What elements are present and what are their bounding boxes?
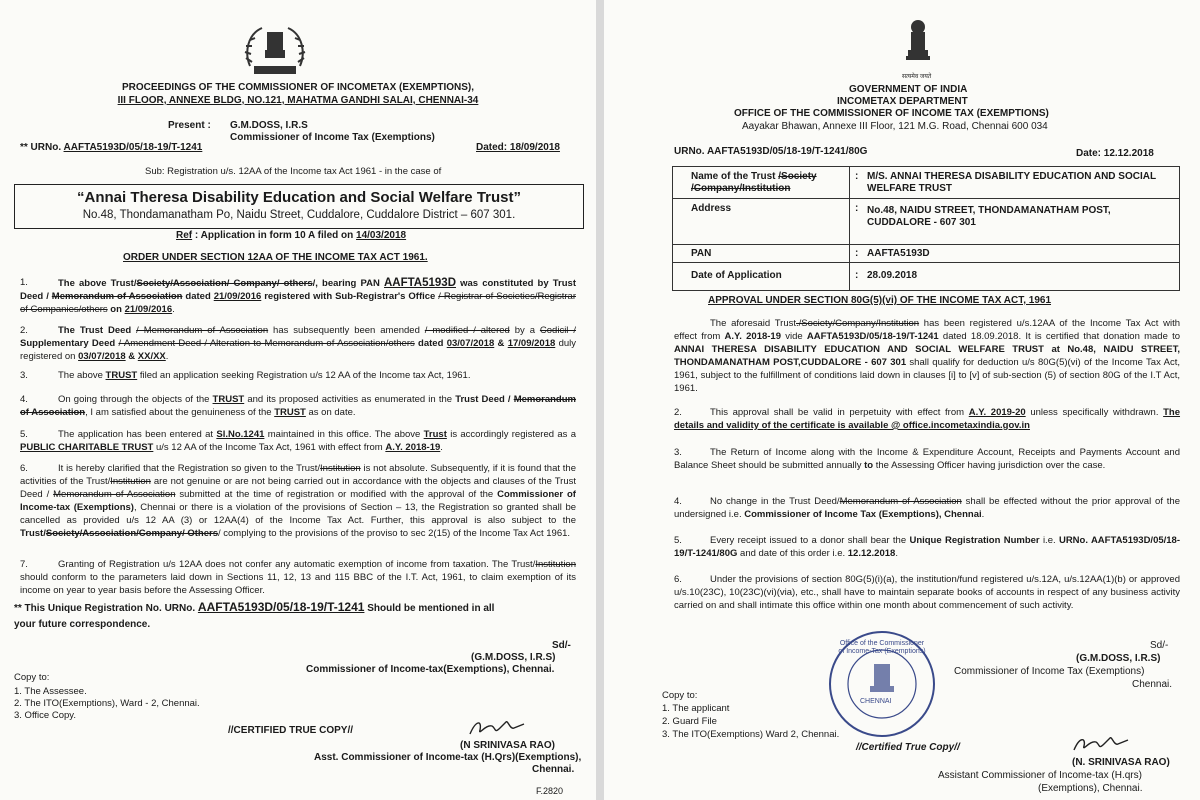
text-segment: Institution [110, 475, 151, 487]
present-label: Present : [168, 120, 211, 131]
text-segment: Name of the Trust [691, 171, 779, 182]
text-segment: AAFTA5193D/05/18-19/T-1241 [806, 330, 939, 342]
trust-name-box [14, 184, 584, 229]
text-segment: A.Y. 2019-20 [968, 407, 1026, 418]
asst-commissioner-title-2: (Exemptions), Chennai. [1038, 783, 1143, 794]
text-segment: & [125, 350, 138, 362]
approval-para-5 [674, 535, 1180, 561]
text-segment: / Registrar of Societies/Registrar of Companies/others [20, 290, 576, 315]
para-1 [20, 277, 576, 317]
seal-city: CHENNAI [860, 698, 892, 705]
text-segment: XX/XX [137, 350, 166, 362]
unique-registration-line [14, 600, 494, 614]
asst-commissioner-name: (N SRINIVASA RAO) [460, 740, 555, 751]
text-segment: Memorandum of Association [20, 394, 576, 418]
approval-para-4 [674, 496, 1180, 522]
table-row-divider [673, 244, 1179, 245]
text-segment: ** This Unique Registration No. URNo. [14, 603, 198, 614]
approval-para-4-number: 4. [674, 496, 682, 507]
text-segment: Memorandum of Association [51, 290, 183, 302]
signatory-title: Commissioner of Income-tax(Exemptions), Chennai. [306, 664, 555, 675]
text-segment: . [981, 508, 985, 520]
text-segment: Codicil / [539, 325, 576, 336]
text-segment: 03/07/2018 [446, 337, 495, 349]
para-7-number: 7. [20, 559, 28, 570]
subject-line: Sub: Registration u/s. 12AA of the Income tax Act 1961 - in the case of [145, 166, 442, 177]
text-segment: & [494, 337, 508, 349]
text-segment: u/s 12 AA of the Income Tax Act, 1961 with effect from [153, 441, 386, 453]
para-3 [20, 370, 576, 383]
certified-true-copy: //CERTIFIED TRUE COPY// [228, 725, 354, 736]
date-of-application-label: Date of Application [691, 270, 782, 281]
ref-line [176, 230, 406, 241]
text-segment: . [440, 441, 443, 453]
text-segment: The aforesaid Trust [710, 318, 797, 329]
text-segment: The Return of Income along with the Income & Expenditure Account, Receipts and Payments Account and Balance Sheet should be submitted annually [674, 447, 1180, 471]
text-segment: A.Y. 2018-19 [385, 441, 441, 453]
text-segment: are not genuine or are not being carried out in accordance with the objects and clauses of the Trust Deed / [20, 475, 576, 500]
para-2 [20, 325, 576, 364]
present-name: G.M.DOSS, I.R.S [230, 120, 308, 131]
text-segment: and date of this order i.e. [737, 547, 848, 559]
signatory-title-2: Chennai. [1132, 679, 1173, 690]
text-segment: , I am satisfied about the genuineness of the [85, 406, 275, 418]
text-segment: URNo. AAFTA5193D/05/18-19/T-1241/80G [674, 535, 1181, 559]
date-of-application-value: 28.09.2018 [867, 270, 918, 281]
text-segment: ./Society/Company/Institution [796, 318, 920, 329]
text-segment: as on date. [305, 406, 356, 418]
text-segment: Should be mentioned in all [364, 603, 495, 614]
asst-commissioner-name: (N. SRINIVASA RAO) [1072, 757, 1170, 768]
text-segment: Granting of Registration u/s 12AA does not confer any automatic exemption of income from taxation. The Trust/ [58, 559, 536, 570]
text-segment: Society/Association/ Company/ others [136, 278, 313, 289]
copy-to-label: Copy to: [14, 672, 50, 683]
text-segment: is accordingly registered as a [446, 429, 576, 440]
para-2-number: 2. [20, 325, 28, 336]
text-segment: Memorandum of Association [53, 488, 176, 500]
text-segment: has been registered u/s.12AA of the Income Tax Act with effect from [674, 318, 1180, 342]
text-segment: / Memorandum of Association [136, 325, 269, 336]
text-segment: i.e. [1039, 535, 1059, 546]
para-4-number: 4. [20, 394, 28, 405]
left-document-page [0, 0, 596, 800]
urn-number: AAFTA5193D/05/18-19/T-1241 [63, 142, 203, 153]
text-segment: / complying to the provisions of the proviso to sec 2(15) of the Income Tax Act 1961. [217, 527, 571, 539]
text-segment: maintained in this office. The above [264, 429, 424, 440]
text-segment: / Amendment Deed / Alteration to Memorandum of Association/others [118, 337, 415, 349]
ref-date: 14/03/2018 [356, 230, 407, 241]
para-1-number: 1. [20, 277, 28, 288]
colon: : [855, 270, 859, 281]
copy-item-3: 3. The ITO(Exemptions) Ward 2, Chennai. [662, 729, 840, 740]
text-segment: /Society [778, 171, 817, 182]
header-line-1: PROCEEDINGS OF THE COMMISSIONER OF INCOMETAX (EXEMPTIONS), [121, 82, 475, 93]
sd-mark: Sd/- [552, 640, 571, 651]
text-segment: 12.12.2018 [847, 547, 896, 559]
text-segment: This approval shall be valid in perpetuity with effect from [710, 407, 969, 418]
text-segment: dated 18.09.2018. It is certified that donation made to [938, 330, 1180, 342]
table-divider [849, 167, 850, 290]
urn-prefix: ** URNo. [20, 142, 62, 153]
para-7 [20, 559, 576, 598]
text-segment: Commissioner of Income-tax (Exemptions) [20, 488, 576, 513]
text-segment: The application has been entered at [58, 429, 217, 440]
text-segment: dated [414, 337, 447, 349]
order-title: ORDER UNDER SECTION 12AA OF THE INCOME TAX ACT 1961. [123, 252, 428, 263]
para-4 [20, 394, 576, 420]
text-segment: No change in the Trust Deed/ [710, 496, 840, 507]
text-segment: On going through the objects of the [58, 394, 213, 405]
certified-true-copy: //Certified True Copy// [856, 742, 960, 753]
text-segment: PUBLIC CHARITABLE TRUST [20, 441, 154, 453]
colon: : [855, 203, 859, 214]
signature-icon [466, 716, 528, 740]
text-segment: The details and validity of the certificate is available @ office.incometaxindia.gov.in [674, 407, 1181, 431]
para-5-number: 5. [20, 429, 28, 440]
text-segment: registered with Sub-Registrar's Office [261, 290, 439, 302]
details-table [672, 166, 1180, 291]
text-segment: 21/09/2016 [213, 290, 262, 302]
seal-text: Office of the Commissioner of Income-Tax (Exemptions) [838, 640, 926, 655]
text-segment: submitted at the time of registration or modified with the approval of the [175, 488, 498, 500]
ref-label: Ref [176, 230, 193, 241]
text-segment: TRUST [105, 370, 138, 381]
text-segment: TRUST [274, 406, 306, 418]
trust-name: “Annai Theresa Disability Education and Social Welfare Trust” [76, 189, 521, 206]
name-of-trust-value: M/S. ANNAI THERESA DISABILITY EDUCATION AND SOCIAL WELFARE TRUST [867, 171, 1156, 194]
copy-item-2: 2. Guard File [662, 716, 717, 727]
text-segment: Institution [535, 559, 576, 570]
form-number: F.2820 [536, 786, 564, 796]
income-tax-emblem-icon [240, 22, 310, 78]
text-segment: Unique Registration Number [909, 535, 1040, 546]
copy-item-1: 1. The applicant [662, 703, 730, 714]
name-of-trust-label [691, 171, 817, 195]
approval-para-6-number: 6. [674, 574, 682, 585]
text-segment: Society/Association/Company/ Others [45, 527, 218, 539]
para-6-number: 6. [20, 463, 28, 474]
text-segment: Trust Deed / [455, 394, 511, 405]
text-segment: /Company/Institution [691, 183, 791, 194]
text-segment: AAFTA5193D [384, 277, 456, 289]
text-segment: The Trust Deed [58, 325, 137, 336]
text-segment: Institution [320, 463, 361, 474]
signatory-name: (G.M.DOSS, I.R.S) [471, 652, 556, 663]
text-segment: duly registered on [20, 337, 576, 362]
address-value: No.48, NAIDU STREET, THONDAMANATHAM POST, CUDDALORE - 607 301 [867, 205, 1111, 228]
text-segment: TRUST [212, 394, 245, 405]
text-segment: ANNAI THERESA DISABILITY EDUCATION AND SOCIAL WELFARE TRUST at No.48, NAIDU STREET, THONDAMANATHAM POST,CUDDALORE - 607 301 [674, 343, 1180, 368]
urn-line [20, 142, 202, 153]
signature-icon [1070, 734, 1132, 756]
text-segment: the Assessing Officer having jurisdiction over the case. [873, 459, 1106, 471]
text-segment: The above Trust/ [58, 278, 137, 289]
table-row-divider [673, 198, 1179, 199]
header-line-1: GOVERNMENT OF INDIA [849, 84, 968, 95]
para-6 [20, 463, 576, 540]
text-segment: . [895, 547, 898, 559]
signatory-name: (G.M.DOSS, I.R.S) [1076, 653, 1161, 664]
approval-para-2 [674, 407, 1180, 433]
text-segment: . [172, 303, 175, 315]
approval-para-6: Under the provisions of section 80G(5)(i)(a), the institution/fund registered u/s.12A, u/s.12AA(1)(b) or approved u/s.10(23C), 10(23C)(vi)(via), etc., shall have to maintain separate books of accounts in respect of any business activity carried on and shall intimate this office within one month about commencement of such activity. [674, 574, 1180, 611]
asst-commissioner-title-1: Assistant Commissioner of Income-tax (H.qrs) [938, 770, 1142, 781]
text-segment: is not absolute. Subsequently, if it is found that the activities of the Trust/ [20, 463, 576, 487]
text-segment: , Chennai or there is a violation of the provisions of Section – 13, the Registration so granted shall be cancelled as provided u/s 12 AA (3) or 12AA(4) of the Income Tax Act. Further, this approval is also subject to the [20, 501, 577, 526]
header-line-4: Aayakar Bhawan, Annexe III Floor, 121 M.G. Road, Chennai 600 034 [742, 121, 1048, 132]
text-segment: Commissioner of Income Tax (Exemptions), Chennai [744, 508, 982, 520]
text-segment: 03/07/2018 [78, 350, 126, 362]
emblem-caption: सत्यमेव जयते [902, 74, 932, 80]
ref-text: : Application in form 10 A filed on [192, 230, 357, 241]
asst-commissioner-title-2: Chennai. [532, 764, 575, 775]
text-segment: Memorandum of Association [839, 496, 962, 507]
dated: Dated: 18/09/2018 [476, 142, 560, 153]
trust-address: No.48, Thondamanatham Po, Naidu Street, Cuddalore, Cuddalore District – 607 301. [82, 209, 516, 221]
approval-para-3-number: 3. [674, 447, 682, 458]
text-segment: shall be effected without the prior approval of the undersigned i.e. [674, 496, 1180, 520]
text-segment: A.Y. 2018-19 [724, 330, 782, 342]
text-segment: Sl.No.1241 [216, 429, 265, 440]
header-line-3: OFFICE OF THE COMMISSIONER OF INCOME TAX (EXEMPTIONS) [734, 108, 1049, 119]
sd-mark: Sd/- [1150, 640, 1169, 651]
text-segment: Trust [423, 429, 447, 440]
asst-commissioner-title-1: Asst. Commissioner of Income-tax (H.Qrs)(Exemptions), [314, 752, 582, 763]
unique-registration-line-2: your future correspondence. [14, 619, 151, 630]
approval-title: APPROVAL UNDER SECTION 80G(5)(vi) OF THE INCOME TAX ACT, 1961 [708, 295, 1052, 306]
header-line-2: INCOMETAX DEPARTMENT [837, 96, 968, 107]
present-title: Commissioner of Income Tax (Exemptions) [230, 132, 435, 143]
urn-number: URNo. AAFTA5193D/05/18-19/T-1241/80G [674, 146, 868, 157]
copy-item-2: 2. The ITO(Exemptions), Ward - 2, Chennai. [14, 698, 200, 709]
order-date: Date: 12.12.2018 [1076, 148, 1154, 159]
copy-item-3: 3. Office Copy. [14, 710, 76, 721]
text-segment: filed an application seeking Registration u/s 12 AA of the Income tax Act, 1961. [137, 370, 471, 381]
text-segment: It is hereby clarified that the Registration so given to the Trust/ [58, 463, 321, 474]
text-segment: and its proposed activities as enumerated in the [244, 394, 456, 405]
text-segment: shall qualify for deduction u/s 80G(5)(vi) of the Income Tax Act, 1961, subject to the fulfillment of conditions laid down in clauses [i] to [v] of sub-section (5) of section 80G of the I.T Act, 1961. [674, 356, 1180, 394]
colon: : [855, 171, 859, 182]
copy-item-1: 1. The Assessee. [14, 686, 87, 697]
text-segment: should conform to the parameters laid down in Sections 11, 12, 13 and 115 BBC of the I.T. Act, 1961, to claim exemption of its income on year to year basis before the Assessing Officer. [20, 571, 576, 596]
address-label: Address [691, 203, 732, 214]
text-segment: Every receipt issued to a donor shall bear the [710, 535, 910, 546]
pan-value: AAFTA5193D [867, 248, 930, 259]
text-segment: to [864, 459, 874, 471]
para-5 [20, 429, 576, 455]
approval-para-3 [674, 447, 1180, 473]
pan-label: PAN [691, 248, 712, 259]
approval-para-5-number: 5. [674, 535, 682, 546]
text-segment: . [165, 350, 169, 362]
text-segment: / modified / altered [424, 325, 510, 336]
header-line-2: III FLOOR, ANNEXE BLDG, NO.121, MAHATMA GANDHI SALAI, CHENNAI-34 [117, 95, 479, 106]
text-segment: by a [509, 325, 540, 336]
text-segment: vide [781, 330, 807, 342]
approval-para-1 [674, 318, 1180, 395]
para-3-number: 3. [20, 370, 28, 381]
copy-to-label: Copy to: [662, 690, 698, 701]
text-segment: Supplementary Deed [20, 337, 119, 349]
text-segment: 17/09/2018 [507, 337, 556, 349]
approval-para-2-number: 2. [674, 407, 682, 418]
text-segment: 21/09/2016 [124, 303, 173, 315]
text-segment: The above [58, 370, 106, 381]
colon: : [855, 248, 859, 259]
text-segment: /, bearing PAN [312, 278, 384, 289]
text-segment: unless specifically withdrawn. [1025, 407, 1164, 418]
text-segment: Trust/ [20, 527, 46, 539]
signatory-title-1: Commissioner of Income Tax (Exemptions) [954, 666, 1145, 677]
national-emblem-icon [902, 18, 934, 64]
text-segment: AAFTA5193D/05/18-19/T-1241 [197, 600, 365, 614]
text-segment: has subsequently been amended [268, 325, 425, 336]
text-segment: was constituted by Trust Deed / [20, 278, 576, 302]
text-segment: dated [182, 290, 214, 302]
table-row-divider [673, 262, 1179, 263]
text-segment: on [107, 303, 125, 315]
right-document-page [604, 0, 1200, 800]
